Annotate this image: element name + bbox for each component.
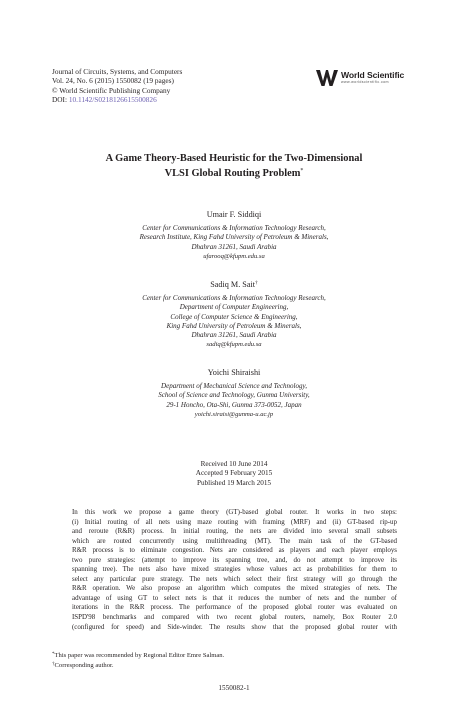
abstract-line: R&R process is to eliminate congestion. Nets are considered as players and each player employs — [72, 546, 397, 555]
affiliation-line: Research Institute, King Fahd University of Petroleum & Minerals, — [139, 233, 329, 242]
affiliation-line: College of Computer Science & Engineering, — [170, 312, 298, 321]
title-line-2: VLSI Global Routing Problem — [164, 168, 301, 180]
footnote-1 — [52, 651, 224, 661]
author-3-email[interactable]: yoichi.siraisi@gunma-u.ac.jp — [194, 410, 274, 418]
abstract-line: two pure strategies: (attempt to improve its spanning tree, and, do not attempt to improve its — [72, 555, 397, 564]
accepted-date: Accepted 9 February 2015 — [195, 469, 273, 478]
author-3-name: Yoichi Shiraishi — [207, 368, 261, 377]
title-footnote-mark: * — [300, 168, 304, 175]
author-3-affiliation — [0, 382, 468, 419]
journal-name: Journal of Circuits, Systems, and Computers — [52, 67, 183, 76]
page-number: 1550082-1 — [218, 684, 250, 692]
publisher-name: World Scientific — [341, 70, 405, 80]
footnote-1-mark: * — [52, 652, 55, 657]
doi-link[interactable]: 10.1142/S0218126615500826 — [68, 94, 157, 104]
affiliation-line: 29-1 Honcho, Ota-Shi, Gunma 373-0052, Japan — [166, 400, 302, 409]
abstract-line: R&R operation. We also propose an algorithm which computes the mixed strategies of nets. The — [72, 584, 397, 593]
affiliation-line: King Fahd University of Petroleum & Minerals, — [166, 321, 302, 330]
world-scientific-logo-icon — [316, 70, 338, 86]
journal-volume: Vol. 24, No. 6 (2015) 1550082 (19 pages) — [52, 76, 174, 86]
author-1-affiliation — [0, 224, 468, 261]
journal-copyright: © World Scientific Publishing Company — [52, 85, 171, 95]
affiliation-line: Department of Mechanical Science and Technology, — [161, 382, 307, 390]
footnote-2-mark: † — [52, 661, 55, 667]
received-date: Received 10 June 2014 — [200, 460, 268, 468]
abstract-line: advantage of using GT to select nets is that it reduces the number of nets and the number of — [72, 593, 397, 602]
affiliation-line: School of Science and Technology, Gunma University, — [158, 391, 310, 400]
abstract-line: iterations in the R&R process. The performance of the proposed global router was evaluated on — [72, 603, 397, 612]
abstract-line: ISPD'98 benchmarks and compared with two recent global routers, namely, Box Router 2.0 — [72, 613, 397, 622]
affiliation-line: Dhahran 31261, Saudi Arabia — [191, 242, 277, 251]
abstract-line: (i) Initial routing of all nets using maze routing with framing (MRF) and (ii) GT-based rip-up — [72, 517, 397, 526]
abstract-line: (configured for speed) and Side-winder. The results show that the proposed global router with — [72, 622, 397, 631]
journal-info — [52, 67, 182, 104]
author-name — [0, 210, 468, 219]
publisher-url: www.worldscientific.com — [341, 80, 389, 84]
author-2-affiliation — [0, 294, 468, 350]
footnote-1-text: This paper was recommended by Regional Editor Emre Salman. — [54, 652, 225, 659]
footnote-2-text: Corresponding author. — [54, 661, 114, 669]
title-line-1: A Game Theory-Based Heuristic for the Two-Dimensional — [105, 153, 363, 164]
corresponding-author-mark: † — [255, 280, 258, 286]
footnotes — [52, 651, 224, 670]
author-1-name: Umair F. Siddiqi — [206, 210, 262, 219]
affiliation-line: Dhahran 31261, Saudi Arabia — [191, 331, 277, 339]
author-1-email[interactable]: ufarooq@kfupm.edu.sa — [203, 252, 265, 260]
paper-title — [40, 152, 428, 181]
publication-dates — [0, 460, 468, 488]
author-2-name: Sadiq M. Sait — [210, 280, 256, 289]
publisher-logo — [316, 70, 404, 86]
published-date: Published 19 March 2015 — [196, 478, 272, 487]
author-name — [0, 368, 468, 377]
abstract-line: spanning tree). The nets also have mixed strategies whose values act as probabilities for them to — [72, 565, 397, 574]
affiliation-line: Center for Communications & Information Technology Research, — [142, 294, 326, 302]
author-2-email[interactable]: sadiq@kfupm.edu.sa — [206, 341, 262, 349]
author-name — [0, 280, 468, 289]
abstract — [72, 508, 397, 632]
affiliation-line: Center for Communications & Information Technology Research, — [142, 224, 326, 232]
footnote-2 — [52, 661, 224, 671]
abstract-line: select any particular pure strategy. The nets which select their first strategy will go through the — [72, 574, 397, 583]
doi-label: DOI: — [52, 94, 67, 104]
abstract-line: and reroute (R&R) process. In initial routing, the nets are divided into several small subsets — [72, 527, 397, 536]
affiliation-line: Department of Computer Engineering, — [179, 303, 289, 312]
abstract-line: In this work we propose a game theory (GT)-based global router. It works in two steps: — [72, 508, 397, 516]
abstract-line: which are routed concurrently using multithreading (MT). The main task of the GT-based — [72, 536, 397, 545]
